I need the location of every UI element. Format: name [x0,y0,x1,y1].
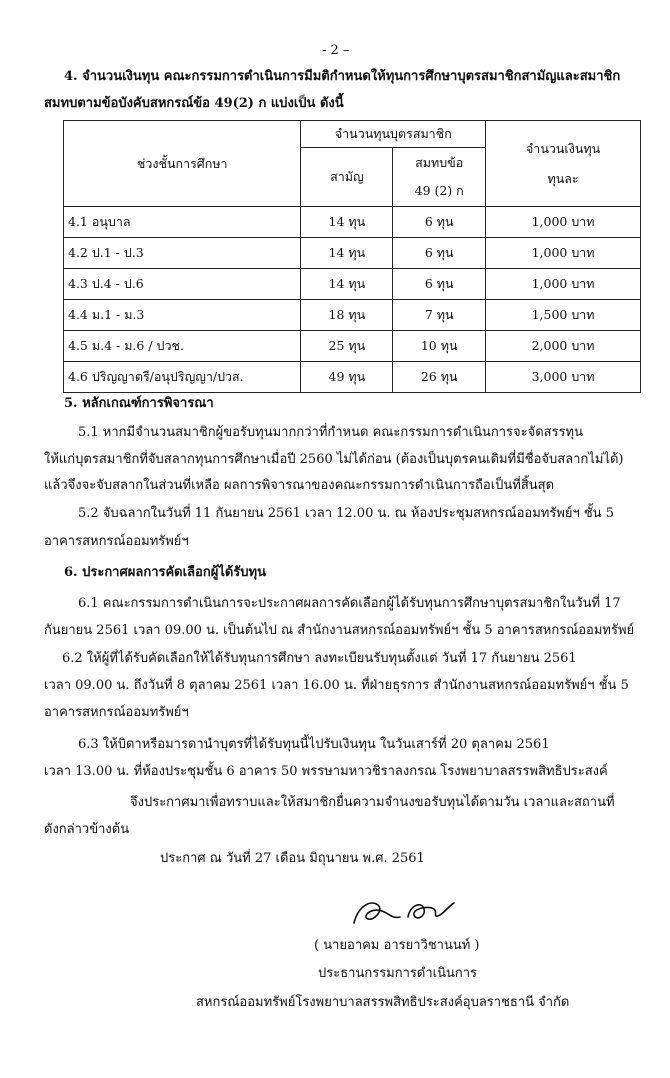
section5-p2-line2: อาคารสหกรณ์ออมทรัพย์ฯ [44,534,189,549]
row-regular: 14 ทุน [301,207,393,238]
scholarship-table [63,120,641,393]
section6-p3-line2: เวลา 13.00 น. ที่ห้องประชุมชั้น 6 อาคาร 50 พรรษามหาวชิราลงกรณ โรงพยาบาลสรรพสิทธิประสงค์ [44,764,608,779]
closing-line2: ดังกล่าวข้างต้น [44,822,130,837]
table-row [64,238,641,269]
col-header-assoc: สมทบข้อ 49 (2) ก [393,148,486,207]
section6-p2-line1: 6.2 ให้ผู้ที่ได้รับคัดเลือกให้ได้รับทุนการศึกษา ลงทะเบียนรับทุนตั้งแต่ วันที่ 17 กันยายน 2561 [62,651,577,666]
row-level: 4.4 ม.1 - ม.3 [64,300,301,331]
row-regular: 25 ทุน [301,331,393,362]
col-header-regular: สามัญ [301,148,393,207]
announce-date: ประกาศ ณ วันที่ 27 เดือน มิถุนายน พ.ศ. 2561 [160,851,425,866]
section5-p2-line1: 5.2 จับฉลากในวันที่ 11 กันยายน 2561 เวลา 12.00 น. ณ ห้องประชุมสหกรณ์ออมทรัพย์ฯ ชั้น 5 [78,506,615,521]
col-header-amount-text: จำนวนเงินทุน ทุนละ [525,140,601,186]
page-number: - 2 – [322,43,350,58]
row-regular: 14 ทุน [301,238,393,269]
row-level: 4.6 ปริญญาตรี/อนุปริญญา/ปวส. [64,362,301,393]
handwritten-signature [348,895,458,929]
row-amount: 1,000 บาท [486,207,641,238]
section4-line2: สมทบตามข้อบังคับสหกรณ์ข้อ 49(2) ก แบ่งเป็น ดังนี้ [44,96,344,111]
col-header-level: ช่วงชั้นการศึกษา [64,121,301,207]
signer-organization: สหกรณ์ออมทรัพย์โรงพยาบาลสรรพสิทธิประสงค์อุบลราชธานี จำกัด [196,995,570,1010]
signer-name: ( นายอาคม อารยาวิชานนท์ ) [314,938,480,953]
row-level: 4.5 ม.4 - ม.6 / ปวช. [64,331,301,362]
section6-p1-line2: กันยายน 2561 เวลา 09.00 น. เป็นต้นไป ณ สำนักงานสหกรณ์ออมทรัพย์ฯ ชั้น 5 อาคารสหกรณ์ออมทรัพย์ [44,623,635,638]
section6-p2-line2: เวลา 09.00 น. ถึงวันที่ 8 ตุลาคม 2561 เวลา 16.00 น. ที่ฝ่ายธุรการ สำนักงานสหกรณ์ออมทรัพย์ฯ ชั้น 5 [44,678,629,693]
signer-position: ประธานกรรมการดำเนินการ [318,966,478,981]
table-row [64,362,641,393]
section5-p1-line3: แล้วจึงจะจับสลากในส่วนที่เหลือ ผลการพิจารณาของคณะกรรมการดำเนินการถือเป็นที่สิ้นสุด [44,478,555,493]
row-assoc: 6 ทุน [393,269,486,300]
row-level: 4.3 ป.4 - ป.6 [64,269,301,300]
col-header-amount [486,121,641,207]
section5-heading: 5. หลักเกณฑ์การพิจารณา [64,396,214,411]
row-assoc: 10 ทุน [393,331,486,362]
row-assoc: 7 ทุน [393,300,486,331]
table-row [64,207,641,238]
section6-p2-line3: อาคารสหกรณ์ออมทรัพย์ฯ [44,705,189,720]
table-row [64,331,641,362]
row-level: 4.1 อนุบาล [64,207,301,238]
row-assoc: 6 ทุน [393,238,486,269]
row-assoc: 26 ทุน [393,362,486,393]
row-regular: 14 ทุน [301,269,393,300]
col-header-count-group: จำนวนทุนบุตรสมาชิก [301,121,486,148]
section5-p1-line1: 5.1 หากมีจำนวนสมาชิกผู้ขอรับทุนมากกว่าที่กำหนด คณะกรรมการดำเนินการจะจัดสรรทุน [78,425,584,440]
section5-p1-line2: ให้แก่บุตรสมาชิกที่จับสลากทุนการศึกษาเมื่อปี 2560 ไม่ได้ก่อน (ต้องเป็นบุตรคนเดิมที่มีชื่อจับสลากไม่ได้) [44,452,624,467]
table-row [64,300,641,331]
closing-line1: จึงประกาศมาเพื่อทราบและให้สมาชิกยื่นความจำนงขอรับทุนได้ตามวัน เวลาและสถานที่ [130,795,615,810]
section6-heading: 6. ประกาศผลการคัดเลือกผู้ได้รับทุน [64,565,266,580]
row-regular: 49 ทุน [301,362,393,393]
row-amount: 1,500 บาท [486,300,641,331]
row-level: 4.2 ป.1 - ป.3 [64,238,301,269]
row-amount: 3,000 บาท [486,362,641,393]
row-amount: 1,000 บาท [486,238,641,269]
table-row [64,269,641,300]
section6-p3-line1: 6.3 ให้บิดาหรือมารดานำบุตรที่ได้รับทุนนี้ไปรับเงินทุน ในวันเสาร์ที่ 20 ตุลาคม 2561 [78,737,550,752]
row-amount: 2,000 บาท [486,331,641,362]
section6-p1-line1: 6.1 คณะกรรมการดำเนินการจะประกาศผลการคัดเลือกผู้ได้รับทุนการศึกษาบุตรสมาชิกในวันที่ 17 [78,596,621,611]
row-regular: 18 ทุน [301,300,393,331]
table-header-row [64,121,641,148]
row-assoc: 6 ทุน [393,207,486,238]
section4-line1: 4. จำนวนเงินทุน คณะกรรมการดำเนินการมีมติกำหนดให้ทุนการศึกษาบุตรสมาชิกสามัญและสมาชิก [64,69,621,84]
row-amount: 1,000 บาท [486,269,641,300]
